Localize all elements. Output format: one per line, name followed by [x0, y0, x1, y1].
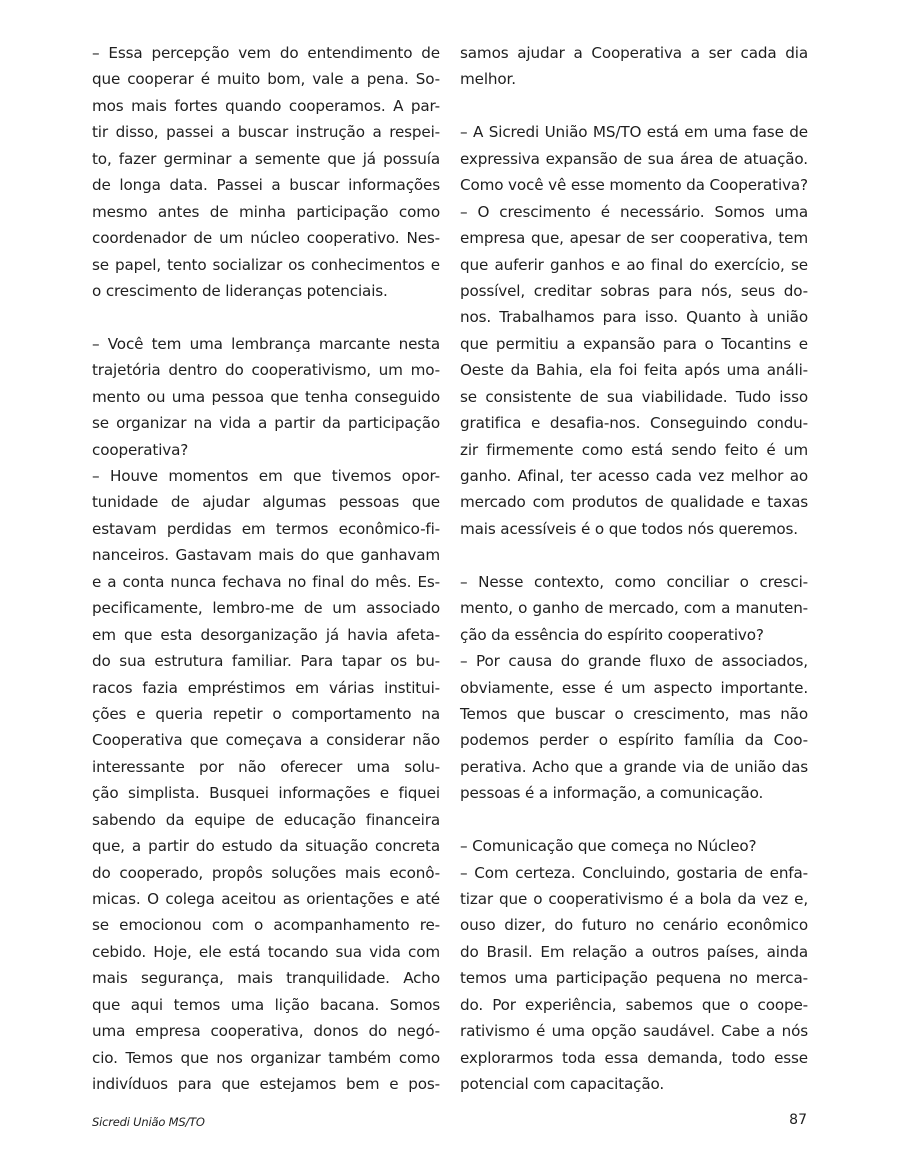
text-line: que, a partir do estudo da situação concreta	[92, 837, 440, 856]
paragraph-spacer	[460, 542, 808, 568]
text-line: Temos que buscar o crescimento, mas não	[460, 704, 808, 723]
paragraph-spacer	[460, 807, 808, 833]
text-line: micas. O colega aceitou as orientações e até	[92, 890, 440, 908]
text-line: do sua estrutura familiar. Para tapar os bu-	[92, 652, 440, 671]
text-line: – O crescimento é necessário. Somos uma	[460, 202, 808, 221]
text-line: to, fazer germinar a semente que já possuía	[92, 149, 440, 168]
footer-publication-name: Sicredi União MS/TO	[92, 1115, 205, 1129]
text-line: perativa. Acho que a grande via de união das	[460, 757, 808, 776]
text-line: – Com certeza. Concluindo, gostaria de enfa-	[460, 863, 808, 882]
text-line: ouso dizer, do futuro no cenário econômico	[460, 916, 808, 935]
text-line: mais acessíveis é o que todos nós queremos.	[460, 519, 798, 538]
text-line: pecificamente, lembro-me de um associado	[92, 599, 440, 618]
text-line: o crescimento de lideranças potenciais.	[92, 281, 388, 300]
text-line: mento, o ganho de mercado, com a manuten-	[460, 599, 808, 618]
text-line: ção simplista. Busquei informações e fiquei	[92, 784, 440, 803]
text-line: empresa que, apesar de ser cooperativa, tem	[460, 229, 808, 248]
text-line: – Nesse contexto, como conciliar o cresci-	[460, 572, 808, 591]
text-line: zir firmemente como está sendo feito é um	[460, 440, 808, 459]
text-line: cooperativa?	[92, 440, 189, 459]
text-line: ções e queria repetir o comportamento na	[92, 704, 440, 723]
text-line: do. Por experiência, sabemos que o coope-	[460, 995, 808, 1014]
text-line: do Brasil. Em relação a outros países, ainda	[460, 942, 808, 961]
text-line: coordenador de um núcleo cooperativo. Nes-	[92, 229, 440, 248]
text-line: sabendo da equipe de educação financeira	[92, 810, 440, 829]
paragraph-spacer	[92, 304, 440, 330]
text-line: de longa data. Passei a buscar informações	[92, 176, 440, 195]
text-line: explorarmos toda essa demanda, todo esse	[460, 1048, 808, 1067]
text-line: Como você vê esse momento da Cooperativa?	[460, 176, 808, 195]
text-line: – Comunicação que começa no Núcleo?	[460, 837, 757, 856]
text-line: que aqui temos uma lição bacana. Somos	[92, 995, 440, 1014]
paragraph-spacer	[460, 93, 808, 119]
text-line: tunidade de ajudar algumas pessoas que	[92, 493, 440, 512]
text-line: potencial com capacitação.	[460, 1075, 665, 1094]
text-line: racos fazia empréstimos em várias institui-	[92, 678, 440, 697]
text-line: se organizar na vida a partir da participação	[92, 414, 440, 433]
left-text-column	[92, 40, 440, 1098]
text-line: expressiva expansão de sua área de atuação.	[460, 149, 808, 168]
text-line: mesmo antes de minha participação como	[92, 202, 440, 221]
text-line: mais segurança, mais tranquilidade. Acho	[92, 969, 440, 988]
text-line: uma empresa cooperativa, donos do negó-	[92, 1022, 440, 1041]
text-line: Oeste da Bahia, ela foi feita após uma análi-	[460, 361, 808, 380]
text-line: se papel, tento socializar os conhecimentos e	[92, 255, 440, 274]
text-line: cio. Temos que nos organizar também como	[92, 1048, 440, 1067]
text-line: que cooperar é muito bom, vale a pena. So-	[92, 70, 440, 89]
text-line: nos. Trabalhamos para isso. Quanto à união	[460, 308, 808, 327]
text-line: tizar que o cooperativismo é a bola da vez e,	[460, 890, 808, 908]
text-line: – Houve momentos em que tivemos opor-	[92, 467, 440, 485]
text-line: gratifica e desafia-nos. Conseguindo condu-	[460, 414, 808, 433]
text-line: nanceiros. Gastavam mais do que ganhavam	[92, 546, 440, 565]
text-line: temos uma participação pequena no merca-	[460, 969, 808, 988]
text-line: mercado com produtos de qualidade e taxas	[460, 493, 808, 512]
text-line: Cooperativa que começava a considerar não	[92, 731, 440, 750]
text-line: mos mais fortes quando cooperamos. A par-	[92, 96, 440, 115]
text-line: ganho. Afinal, ter acesso cada vez melhor ao	[460, 467, 808, 485]
text-line: ção da essência do espírito cooperativo?	[460, 625, 764, 644]
text-line: interessante por não oferecer uma solu-	[92, 757, 440, 776]
text-line: e a conta nunca fechava no final do mês. Es-	[92, 572, 440, 591]
text-line: – A Sicredi União MS/TO está em uma fase de	[460, 123, 808, 142]
text-line: que auferir ganhos e ao final do exercício, se	[460, 255, 808, 274]
text-line: se consistente de sua viabilidade. Tudo isso	[460, 387, 808, 406]
text-line: trajetória dentro do cooperativismo, um mo-	[92, 361, 440, 380]
text-line: rativismo é uma opção saudável. Cabe a nós	[460, 1022, 808, 1041]
page-number: 87	[789, 1112, 807, 1128]
text-line: indivíduos para que estejamos bem e pos-	[92, 1075, 440, 1094]
text-line: melhor.	[460, 70, 516, 89]
text-line: samos ajudar a Cooperativa a ser cada dia	[460, 44, 808, 62]
text-line: – Por causa do grande fluxo de associados,	[460, 652, 808, 671]
text-line: tir disso, passei a buscar instrução a respei-	[92, 123, 440, 142]
text-line: do cooperado, propôs soluções mais econô-	[92, 863, 440, 882]
text-line: mento ou uma pessoa que tenha conseguido	[92, 387, 440, 406]
right-text-column	[460, 40, 808, 1098]
text-line: que permitiu a expansão para o Tocantins e	[460, 334, 808, 353]
text-line: obviamente, esse é um aspecto importante.	[460, 678, 808, 697]
text-line: – Essa percepção vem do entendimento de	[92, 44, 440, 62]
text-line: estavam perdidas em termos econômico-fi-	[92, 519, 440, 538]
text-line: pessoas é a informação, a comunicação.	[460, 784, 764, 803]
text-line: cebido. Hoje, ele está tocando sua vida com	[92, 942, 440, 961]
text-line: podemos perder o espírito família da Coo-	[460, 731, 808, 750]
text-line: – Você tem uma lembrança marcante nesta	[92, 334, 440, 353]
text-line: em que esta desorganização já havia afeta-	[92, 625, 440, 644]
text-line: se emocionou com o acompanhamento re-	[92, 916, 440, 935]
text-line: possível, creditar sobras para nós, seus do-	[460, 281, 808, 300]
